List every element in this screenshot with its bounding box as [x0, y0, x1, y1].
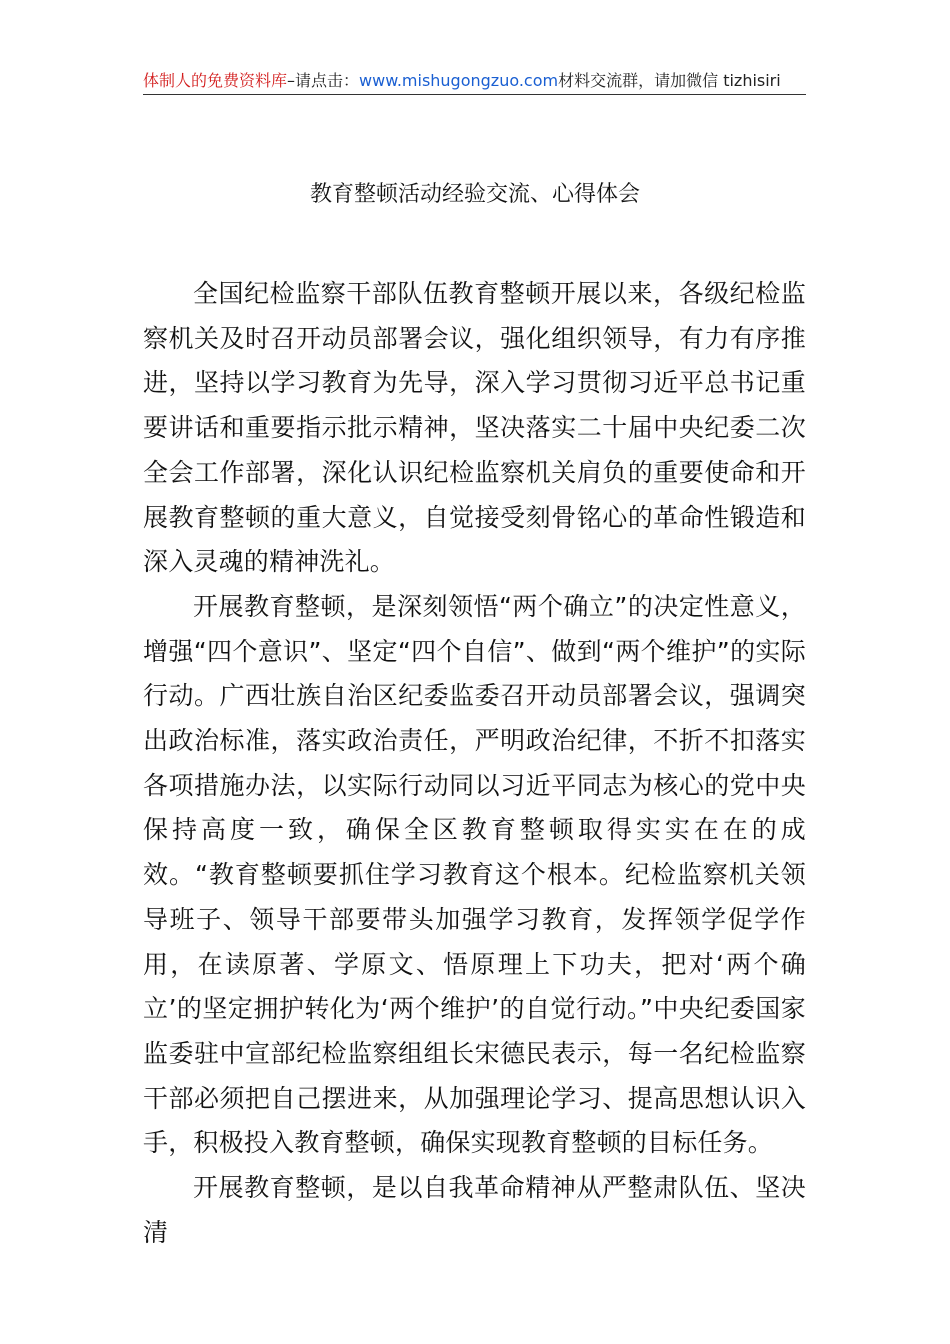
- header-brand: 体制人的免费资料库: [143, 71, 288, 90]
- paragraph: 开展教育整顿，是深刻领悟“两个确立”的决定性意义，增强“四个意识”、坚定“四个自信”、做到“两个维护”的实际行动。广西壮族自治区纪委监委召开动员部署会议，强调突出政治标准，落实政治责任，严明政治纪律，不折不扣落实各项措施办法，以实际行动同以习近平同志为核心的党中央保持高度一致，确保全区教育整顿取得实实在在的成效。“教育整顿要抓住学习教育这个根本。纪检监察机关领导班子、领导干部要带头加强学习教育，发挥领学促学作用，在读原著、学原文、悟原理上下功夫，把对‘两个确立’的坚定拥护转化为‘两个维护’的自觉行动。”中央纪委国家监委驻中宣部纪检监察组组长宋德民表示，每一名纪检监察干部必须把自己摆进来，从加强理论学习、提高思想认识入手，积极投入教育整顿，确保实现教育整顿的目标任务。: [143, 591, 806, 1158]
- header-note: 材料交流群，请加微信 tizhisiri: [558, 71, 781, 90]
- header-prompt: –请点击：: [287, 71, 360, 90]
- paragraph: 开展教育整顿，是以自我革命精神从严整肃队伍、坚决清: [143, 1173, 806, 1247]
- header-link[interactable]: www.mishugongzuo.com: [359, 71, 559, 90]
- document-body: [143, 272, 806, 1255]
- page-header: [143, 70, 806, 94]
- document-title: 教育整顿活动经验交流、心得体会: [309, 182, 640, 207]
- paragraph: 全国纪检监察干部队伍教育整顿开展以来，各级纪检监察机关及时召开动员部署会议，强化组织领导，有力有序推进，坚持以学习教育为先导，深入学习贯彻习近平总书记重要讲话和重要指示批示精神，坚决落实二十届中央纪委二次全会工作部署，深化认识纪检监察机关肩负的重要使命和开展教育整顿的重大意义，自觉接受刻骨铭心的革命性锻造和深入灵魂的精神洗礼。: [143, 279, 806, 577]
- header-divider: [143, 94, 806, 95]
